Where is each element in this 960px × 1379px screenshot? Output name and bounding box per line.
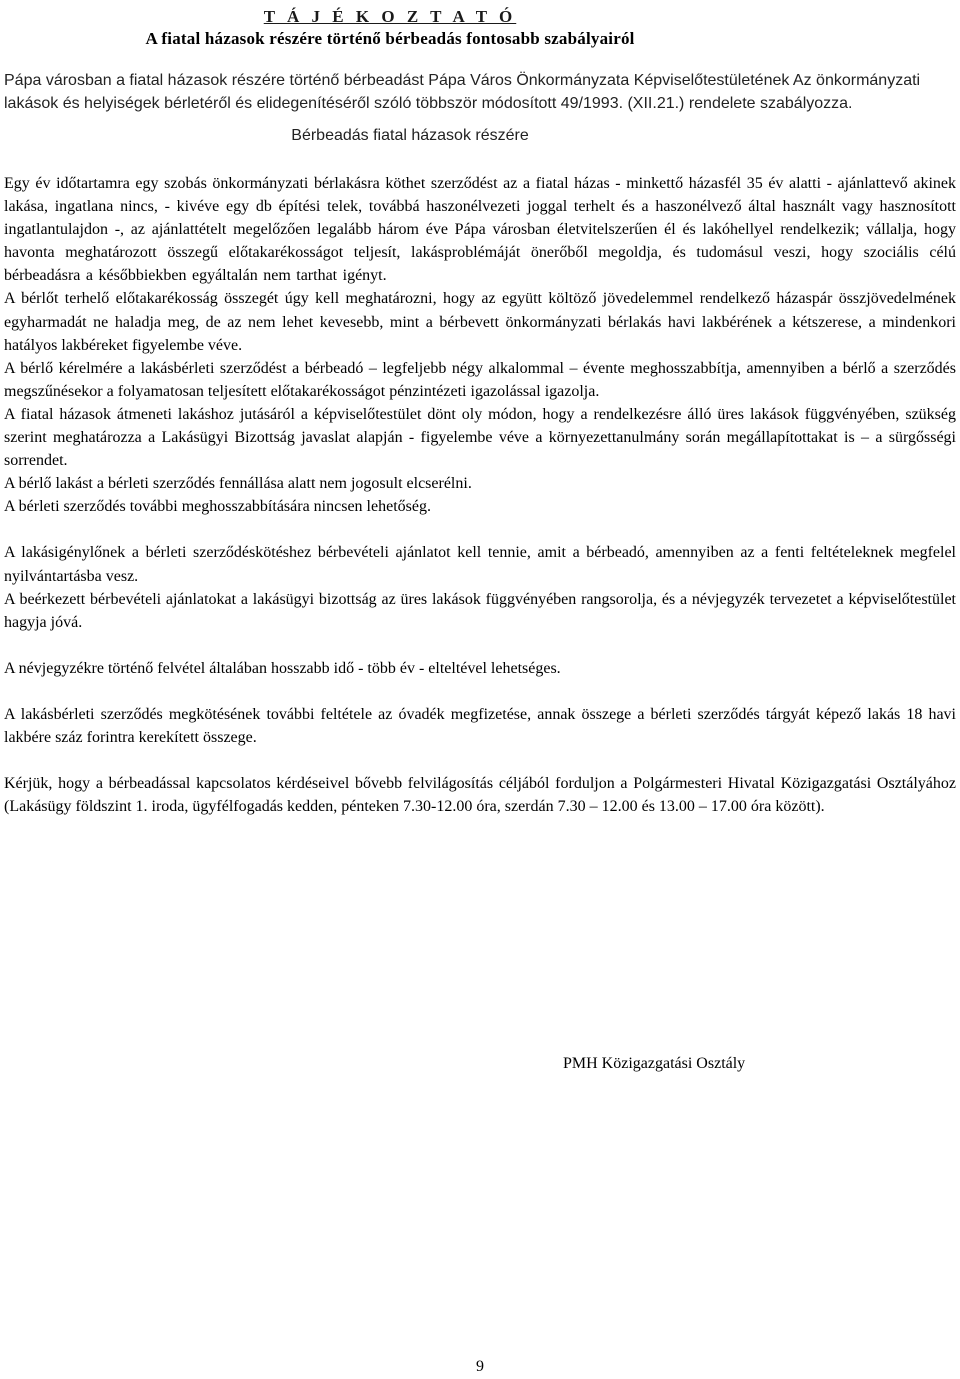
paragraph-savings: A bérlőt terhelő előtakarékosság összegét úgy kell meghatározni, hogy az együtt költöző jövedelemmel rendelkező házaspár összjövedelmének egyharmadát ne haladja meg, de az nem lehet kevesebb, mint a bérbevett önkormányzati bérlakás havi lakbérének a kétszerese, a mindenkori hatályos lakbéreket figyelembe véve. [4,290,956,354]
main-body [4,172,956,818]
spacer [4,680,956,703]
spacer [4,749,956,772]
paragraph-no-further-extension: A bérleti szerződés további meghosszabbítására nincsen lehetőség. [4,498,431,516]
paragraph-deposit: A lakásbérleti szerződés megkötésének további feltétele az óvadék megfizetése, annak összege a bérleti szerződés tárgyát képező lakás 18 havi lakbére száz forintra kerekített összege. [4,705,956,746]
paragraph-waiting-time: A névjegyzékre történő felvétel általában hosszabb idő - több év - elteltével lehetséges. [4,659,561,677]
intro-paragraph: Pápa városban a fiatal házasok részére történő bérbeadást Pápa Város Önkormányzata Képviselőtestületének Az önkormányzati lakások és helyiségek bérletéről és elidegenítéséről szóló többször módosított 49/1993. (XII.21.) rendelete szabályozza. [4,72,921,112]
signature: PMH Közigazgatási Osztály [563,1055,746,1072]
document-title: T Á J É K O Z T A T Ó [263,7,517,26]
paragraph-contact: Kérjük, hogy a bérbeadással kapcsolatos kérdéseivel bővebb felvilágosítás céljából forduljon a Polgármesteri Hivatal Közigazgatási Osztályához (Lakásügy földszint 1. iroda, ügyfélfogadás kedden, pénteken 7.30-12.00 óra, szerdán 7.30 – 12.00 és 13.00 – 17.00 óra között). [4,775,956,816]
paragraph-no-exchange: A bérlő lakást a bérleti szerződés fennállása alatt nem jogosult elcserélni. [4,475,472,493]
section-title: Bérbeadás fiatal házasok részére [291,127,529,144]
spacer [4,634,956,657]
paragraph-eligibility: Egy év időtartamra egy szobás önkormányzati bérlakásra köthet szerződést az a fiatal házas - minkettő házasfél 35 év alatti - ajánlattevő akinek lakása, ingatlana nincs, - kivéve egy db építési telek, továbbá haszonélvezeti joggal terhelt és a haszonélvező által használt vagy hasznosított ingatlantulajdon -, az ajánlattételt megelőzően legalább három éve Pápa városban életvitelszerűen él és lakóhellyel rendelkezik; vállalja, hogy havonta meghatározott összegű előtakarékosságot teljesít, lakásproblémáját önerőből megoldja, és tudomásul veszi, hogy szociális célú bérbeadásra a későbbiekben egyáltalán nem tarthat igényt. [4,175,956,285]
page-number: 9 [476,1358,484,1375]
document-subtitle: A fiatal házasok részére történő bérbeadás fontosabb szabályairól [145,29,635,48]
document-page [4,0,956,818]
paragraph-ranking: A beérkezett bérbevételi ajánlatokat a lakásügyi bizottság az üres lakások függvényében rangsorolja, és a névjegyzék tervezetet a képviselőtestület hagyja jóvá. [4,590,956,631]
paragraph-council-decision: A fiatal házasok átmeneti lakáshoz jutásáról a képviselőtestület dönt oly módon, hogy a rendelkezésre álló üres lakások függvényében, szükség szerint meghatározza a Lakásügyi Bizottság javaslat alapján - figyelembe véve a környezettanulmány során megállapítottakat is – a sürgősségi sorrendet. [4,405,956,470]
paragraph-extension: A bérlő kérelmére a lakásbérleti szerződést a bérbeadó – legfeljebb négy alkalommal – évente meghosszabbítja, amennyiben a bérlő a szerződés megszűnésekor a folyamatosan teljesített előtakarékosságot pénzintézeti igazolással igazolja. [4,359,956,400]
spacer [4,518,956,541]
paragraph-rental-offer: A lakásigénylőnek a bérleti szerződéskötéshez bérbevételi ajánlatot kell tennie, amit a bérbeadó, amennyiben az a fenti feltételeknek megfelel nyilvántartásba vesz. [4,544,956,585]
